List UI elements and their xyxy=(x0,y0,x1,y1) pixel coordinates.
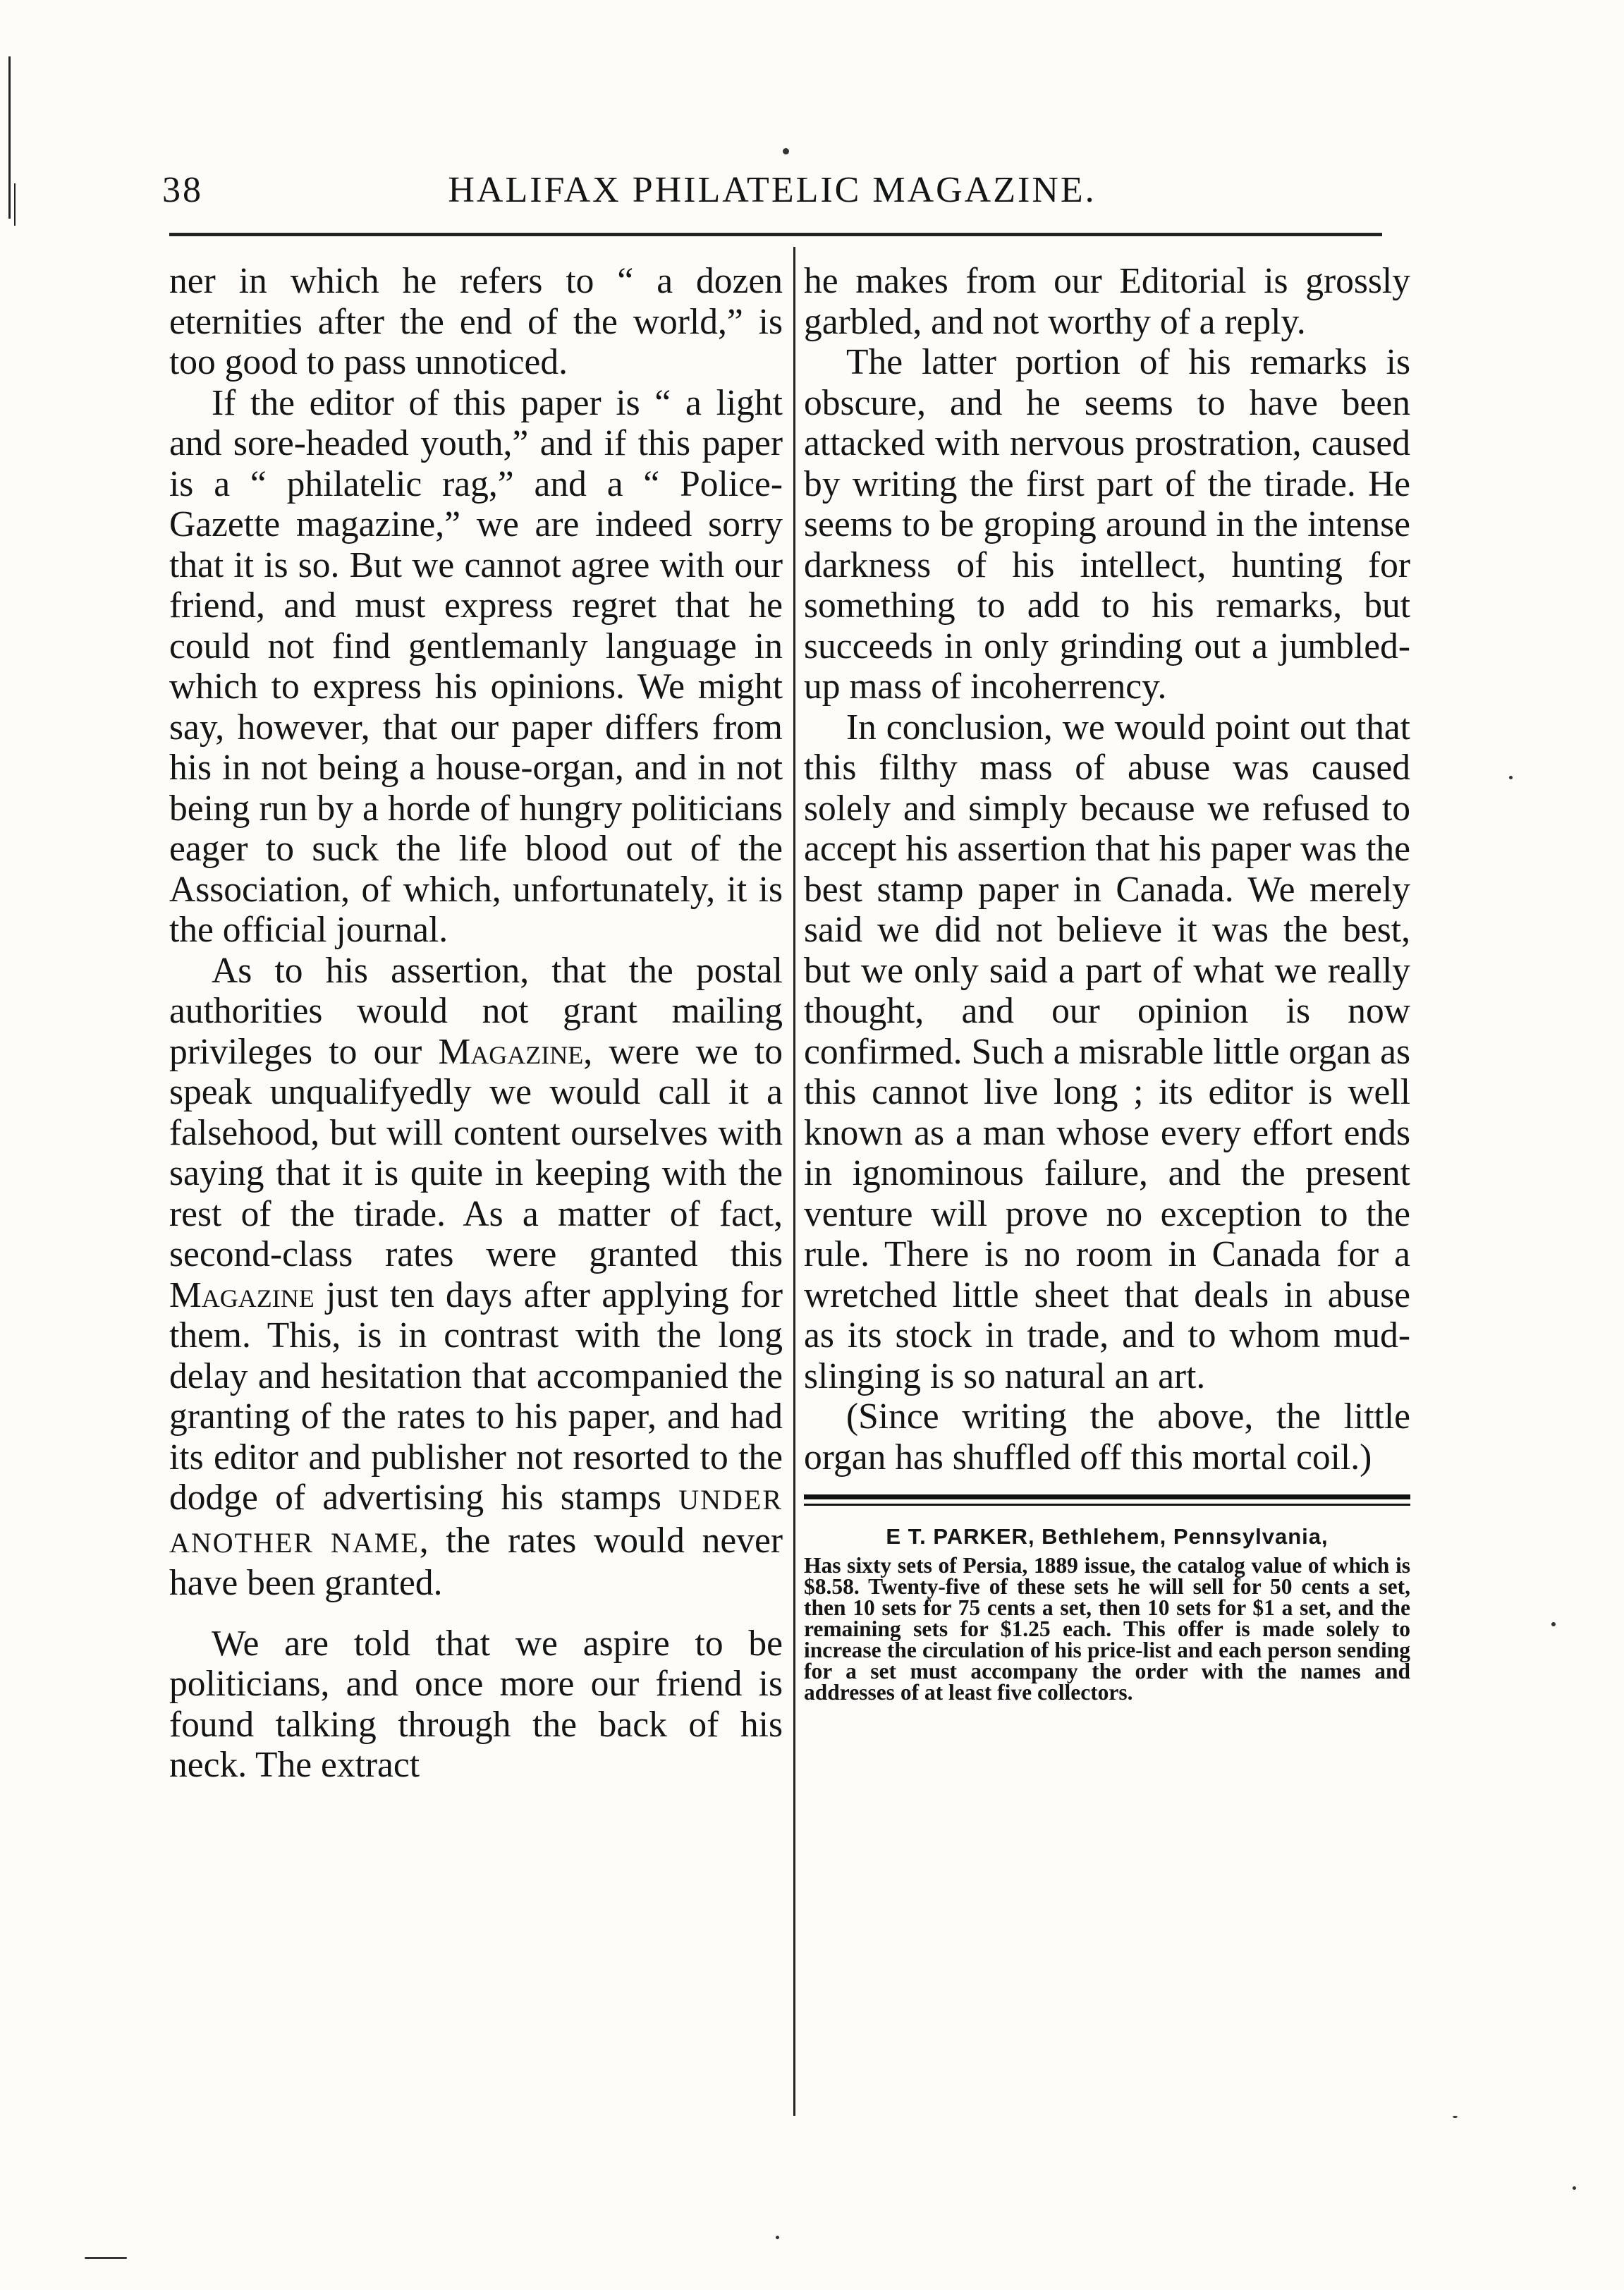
left-paragraph-3-text: , the rates would never have been granted. xyxy=(169,1520,783,1603)
right-paragraph-3: In conclusion, we would point out that this filthy mass of abuse was caused solely and simply because we refused to accept his assertion that his paper was the best stamp paper in Canada. We merely said we did not believe it was the best, but we only said a part of what we really thought, and our opinion is now confirmed. Such a misrable little organ as this cannot live long ; its editor is well known as a man whose every effort ends in ignominous failure, and the present venture will prove no exception to the rule. There is no room in Canada for a wretched little sheet that deals in abuse as its stock in trade, and to whom mud-slinging is so natural an art. xyxy=(804,707,1410,1396)
magazine-name: Magazine xyxy=(169,1274,315,1315)
advertisement-rule xyxy=(804,1494,1410,1499)
page-header xyxy=(162,169,1382,219)
left-paragraph-2: If the editor of this paper is “ a light and sore-headed youth,” and if this paper is a “ philatelic rag,” and a “ Police-Gazette magazine,” we are indeed sorry that it is so. But we cannot agree with our friend, and must express regret that he could not find gentlemanly language in which to express his opinions. We might say, however, that our paper differs from his in not being a house-organ, and in not being run by a horde of hungry politicians eager to suck the life blood out of the Association, of which, unfortunately, it is the official journal. xyxy=(169,382,783,950)
scan-speck xyxy=(1551,1622,1556,1626)
right-paragraph-4: (Since writing the above, the little organ has shuffled off this mortal coil.) xyxy=(804,1396,1410,1478)
page-number: 38 xyxy=(162,170,203,210)
right-column xyxy=(804,261,1410,1703)
running-title: HALIFAX PHILATELIC MAGAZINE. xyxy=(448,170,1097,210)
left-paragraph-3 xyxy=(169,951,783,1604)
scan-speck xyxy=(1453,2116,1458,2118)
scan-speck xyxy=(85,2257,127,2259)
header-rule xyxy=(169,233,1382,236)
right-paragraph-1: he makes from our Editorial is grossly garbled, and not worthy of a reply. xyxy=(804,261,1410,342)
left-column xyxy=(169,261,783,1786)
column-divider xyxy=(793,247,795,2116)
advertisement-heading: E T. PARKER, Bethlehem, Pennsylvania, xyxy=(886,1524,1329,1549)
margin-scratch xyxy=(8,56,11,219)
advertisement-rule xyxy=(804,1504,1410,1506)
left-paragraph-1: ner in which he refers to “ a dozen eternities after the end of the world,” is too good to pass unnoticed. xyxy=(169,261,783,382)
scan-speck xyxy=(1509,776,1513,779)
left-paragraph-4: We are told that we aspire to be politicians, and once more our friend is found talking through the back of his neck. The extract xyxy=(169,1623,783,1785)
advertisement-body: Has sixty sets of Persia, 1889 issue, the catalog value of which is $8.58. Twenty-five of these sets he will sell for 50 cents a set, then 10 sets for 75 cents a set, then 10 sets for $1 a set, and the remaining sets for $1.25 each. This offer is made solely to increase the circulation of his price-list and each person sending for a set must accompany the order with the names and addresses of at least five collectors. xyxy=(804,1553,1410,1705)
margin-scratch xyxy=(14,183,16,226)
scan-speck xyxy=(783,148,789,154)
left-paragraph-3-text: just ten days after applying for them. This, is in contrast with the long delay and hesitation that accompanied the granting of the rates to his paper, and had its editor and publisher not resorted to the dodge of advertising his stamps xyxy=(169,1274,783,1518)
left-paragraph-3-text: As to his assertion, that the postal authorities would not grant mailing privileges to our xyxy=(169,950,783,1072)
emphasis-caps: UNDER ANOTHER NAME xyxy=(169,1484,783,1559)
scan-speck xyxy=(776,2236,779,2239)
magazine-name: Magazine xyxy=(438,1031,584,1072)
scan-speck xyxy=(1573,2186,1576,2190)
left-paragraph-3-text: , were we to speak unqualifyedly we would call it a falsehood, but will content ourselves with saying that it is quite in keeping with the rest of the tirade. As a matter of fact, second-class rates were granted this xyxy=(169,1031,783,1274)
right-paragraph-2: The latter portion of his remarks is obscure, and he seems to have been attacked with nervous prostration, caused by writing the first part of the tirade. He seems to be groping around in the intense darkness of his intellect, hunting for something to add to his remarks, but succeeds in only grinding out a jumbled-up mass of incoherrency. xyxy=(804,342,1410,707)
